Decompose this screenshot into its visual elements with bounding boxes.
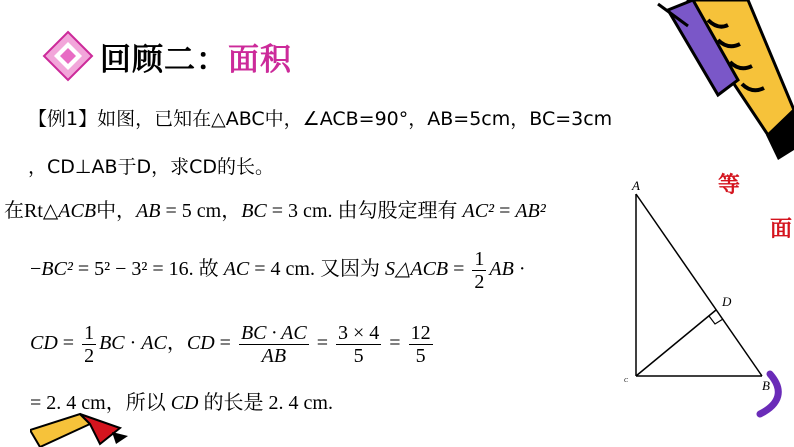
sol-var: BC [99,332,125,355]
altitude-cd [636,310,716,376]
fraction-num: 12 [410,322,431,344]
sol-text: = 5² − 3² = 16. 故 [72,258,224,281]
fraction-num: BC · AC [240,322,307,344]
sol-var: AB² [515,200,546,222]
solution-line-3 [30,322,436,367]
solution-line-2 [30,248,526,293]
title-diamond-icon [42,30,94,82]
sol-text: 在Rt△ [4,200,59,222]
sol-text: = [494,200,516,222]
pencil-tip-icon [30,410,130,447]
sol-text: = 2. 4 cm，所以 [30,392,171,414]
fraction-den: 5 [415,345,426,367]
sol-text: = 3 cm. 由勾股定理有 [266,200,463,222]
sol-text: 中， [96,200,137,222]
sol-var: AB [489,258,514,281]
sol-text: = [311,332,333,355]
sol-text: = 4 cm. 又因为 [249,258,385,281]
fraction [409,322,433,367]
fraction-den: 5 [353,345,364,367]
fraction-num: 3 × 4 [338,322,380,344]
sol-text: · [124,332,142,355]
purple-stroke-icon [740,370,794,420]
fraction-num: 1 [84,322,95,344]
fraction-den: 2 [474,271,485,293]
fraction [336,322,381,367]
fraction [472,248,486,293]
sol-var: CD [170,392,199,414]
sol-text: − [30,258,42,281]
fraction-den: AB [261,345,287,367]
side-ab [636,194,762,376]
sol-text: 的长是 2. 4 cm. [198,392,333,414]
sol-var: CD [186,332,215,355]
sol-var: ACB [58,200,97,222]
sol-var: BC² [41,258,73,281]
page-title [100,34,292,79]
fraction-num: 1 [474,248,485,270]
side-text-b: 面 [770,217,793,242]
sol-text: = [214,332,236,355]
sol-text: · [513,258,526,281]
label-c: C [624,378,629,384]
title-highlight: 面积 [228,42,292,78]
example-line-2: ，CD⊥AB于D，求CD的长。 [28,156,275,178]
fraction-den: 2 [84,345,95,367]
label-b: B [762,378,770,393]
sol-var: AC² [462,200,495,222]
sol-var: AC [223,258,250,281]
sol-var: AB [136,200,161,222]
sol-var: S△ACB [384,258,449,281]
sol-var: AC [141,332,167,355]
sol-var: CD [30,332,58,355]
sol-text: = [57,332,80,355]
triangle-figure [610,180,794,395]
side-text-a: 等 [718,173,741,198]
label-d: D [722,294,732,309]
pencil-decoration-icon [648,0,794,160]
sol-text: = [384,332,406,355]
fraction [239,322,309,367]
title-prefix: 回顾二： [100,42,228,78]
sol-var: BC [241,200,267,222]
sol-text: ， [166,332,187,355]
fraction [82,322,96,367]
sol-text: = [448,258,470,281]
solution-line-1 [4,194,546,223]
label-a: A [632,180,640,193]
sol-text: = 5 cm， [160,200,242,222]
example-line-1: 【例1】如图，已知在△ABC中，∠ACB=90°，AB=5cm，BC=3cm [28,108,613,130]
